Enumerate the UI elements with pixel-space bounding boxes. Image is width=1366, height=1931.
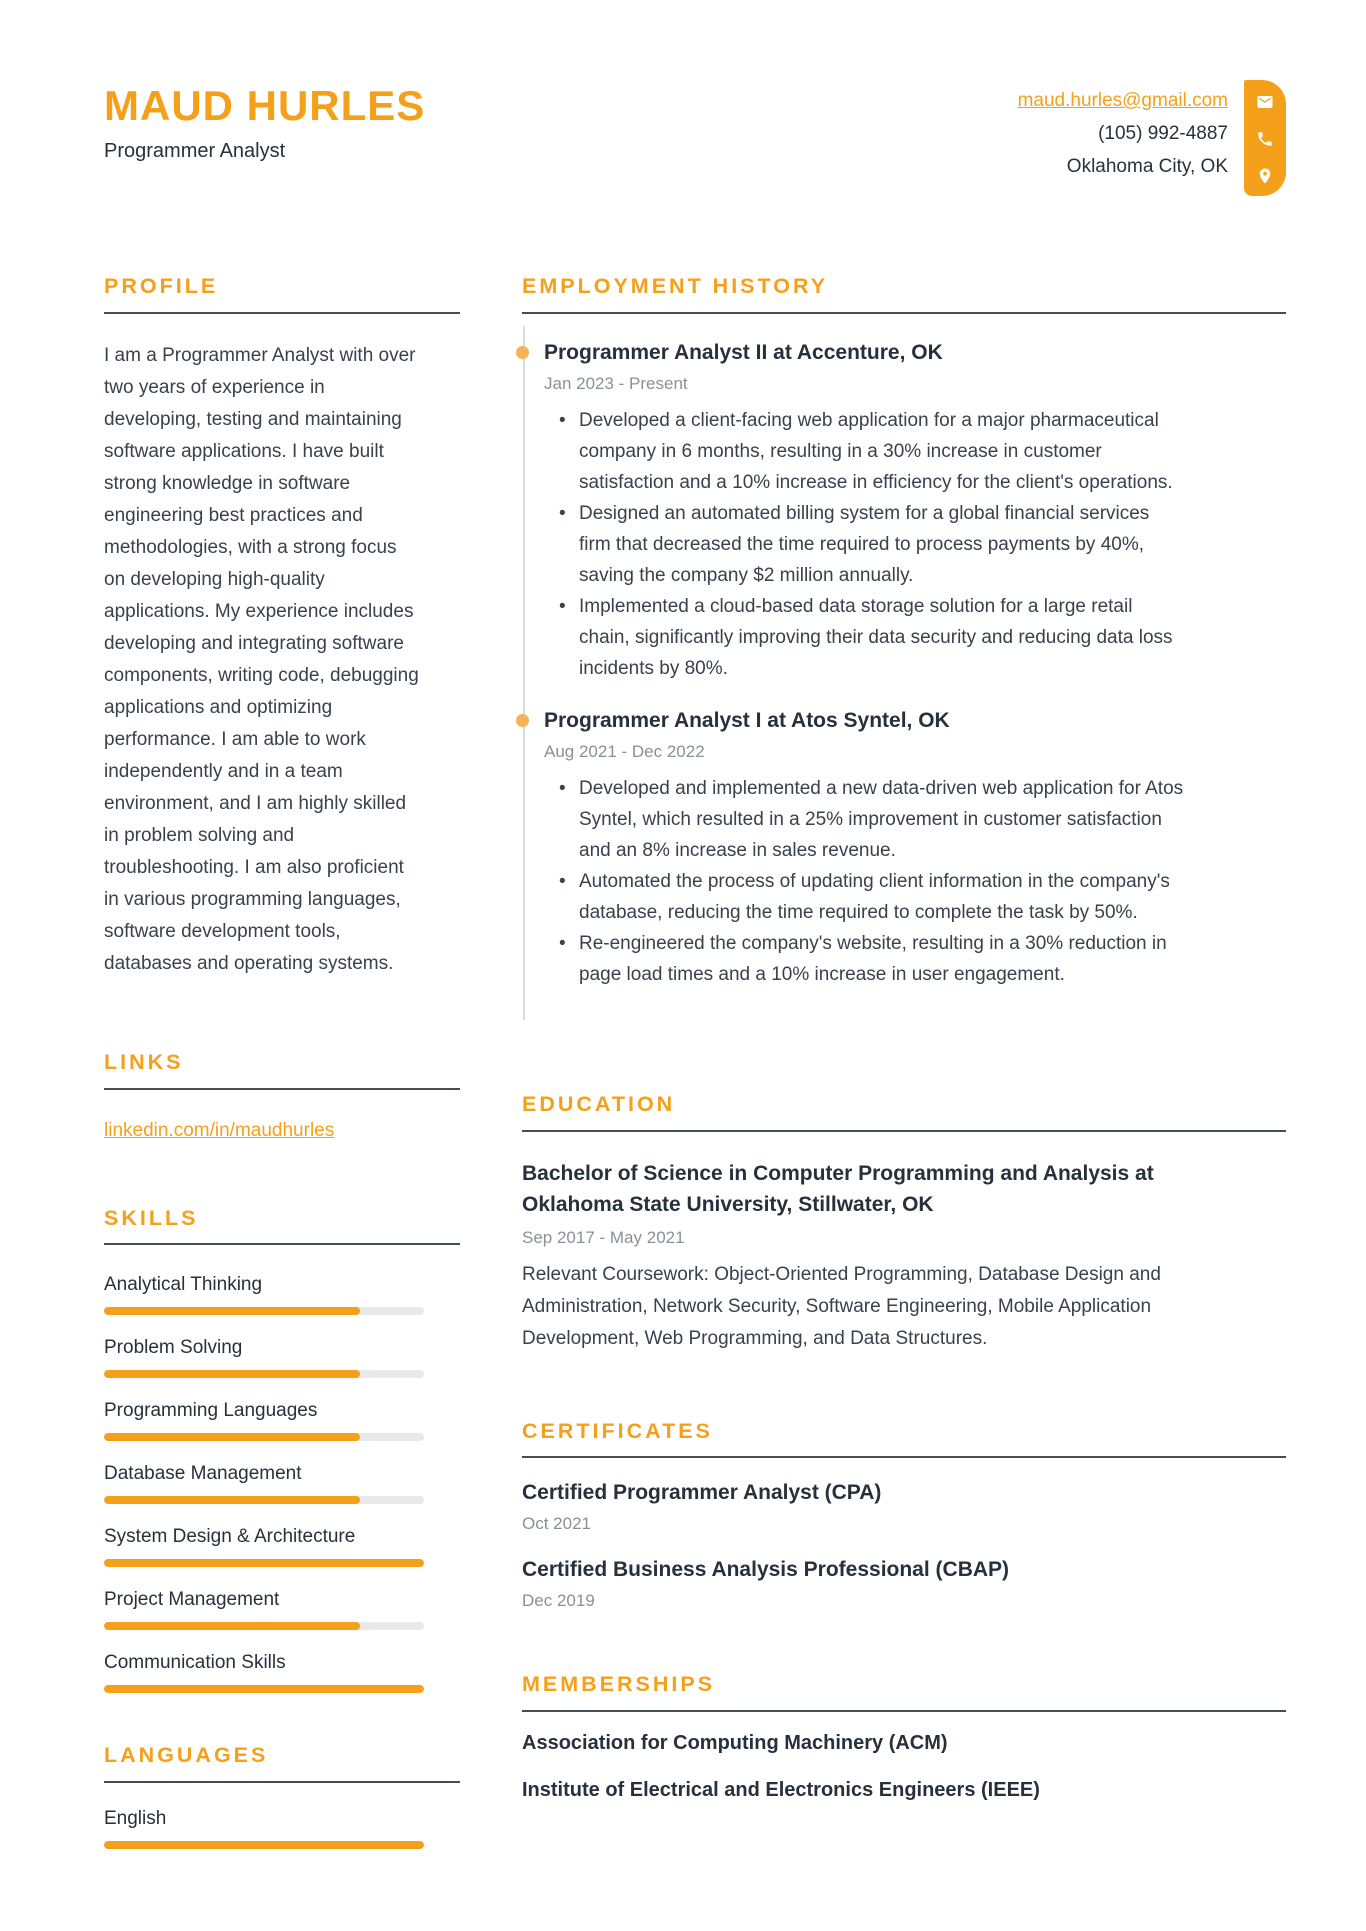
certificate-date: Dec 2019 [522, 1591, 595, 1611]
skill-label: Programming Languages [104, 1400, 318, 1422]
contact-icon-box [1244, 80, 1286, 196]
section-employment-history [522, 274, 1286, 1020]
skill-bar-fill [104, 1433, 360, 1441]
bullet-item: • Developed a client-facing web application for a major pharmaceutical company in 6 months, resulting in a 30% increase in customer satisfaction and a 10% increase in efficiency for the client's operations. [544, 405, 1184, 498]
section-memberships [522, 1672, 1286, 1806]
job-bullets [544, 405, 1184, 684]
skill-item [104, 1399, 460, 1441]
identity-block [104, 84, 425, 163]
profile-heading: PROFILE [104, 274, 460, 314]
certificates-heading: CERTIFICATES [522, 1419, 1286, 1459]
certificate-item [522, 1480, 1286, 1535]
section-links [104, 1050, 460, 1142]
email-link[interactable]: maud.hurles@gmail.com [1017, 90, 1228, 111]
bullet-item: • Developed and implemented a new data-driven web application for Atos Syntel, which resulted in a 25% improvement in customer satisfaction and an 8% increase in sales revenue. [544, 773, 1184, 866]
linkedin-link[interactable]: linkedin.com/in/maudhurles [104, 1119, 335, 1141]
employment-timeline [523, 326, 1286, 1020]
location-icon [1256, 167, 1274, 185]
skill-bar-track [104, 1433, 424, 1441]
content-columns [104, 274, 1286, 1870]
certificate-name: Certified Business Analysis Professional (CBAP) [522, 1558, 1010, 1582]
skill-label: System Design & Architecture [104, 1526, 356, 1548]
skill-bar-track [104, 1622, 424, 1630]
skill-item [104, 1588, 460, 1630]
skills-list [104, 1273, 460, 1693]
person-name: MAUD HURLES [104, 82, 426, 129]
contact-location: Oklahoma City, OK [1066, 156, 1228, 177]
languages-list [104, 1807, 460, 1849]
memberships-list [522, 1728, 1286, 1806]
job-title: Programmer Analyst II at Accenture, OK [544, 340, 943, 364]
left-column [104, 274, 460, 1870]
person-job-title: Programmer Analyst [104, 140, 286, 163]
section-skills [104, 1206, 460, 1694]
links-heading: LINKS [104, 1050, 460, 1090]
skill-bar-track [104, 1307, 424, 1315]
membership-item: Institute of Electrical and Electronics Engineers (IEEE) [522, 1779, 1040, 1802]
languages-heading: LANGUAGES [104, 1743, 460, 1783]
education-coursework: Relevant Coursework: Object-Oriented Programming, Database Design and Administration, Network Security, Software Engineering, Mobile Application Development, Web Programming, and Data Structures. [522, 1263, 1161, 1349]
skill-item [104, 1525, 460, 1567]
education-heading: EDUCATION [522, 1092, 1286, 1132]
education-degree: Bachelor of Science in Computer Programming and Analysis at Oklahoma State University, Stillwater, OK [522, 1161, 1154, 1216]
job-title: Programmer Analyst I at Atos Syntel, OK [544, 708, 950, 732]
timeline-dot [516, 714, 529, 727]
certificate-name: Certified Programmer Analyst (CPA) [522, 1481, 882, 1505]
skill-bar-fill [104, 1622, 360, 1630]
bullet-item: • Implemented a cloud-based data storage solution for a large retail chain, significantly improving their data security and reducing data loss incidents by 80%. [544, 591, 1184, 684]
skill-bar-track [104, 1685, 424, 1693]
job-entry [544, 708, 1286, 990]
language-bar-track [104, 1841, 424, 1849]
contact-email-row [1018, 84, 1228, 117]
skill-label: Database Management [104, 1463, 302, 1485]
section-education [522, 1092, 1286, 1355]
bullet-item: • Automated the process of updating client information in the company's database, reducing the time required to complete the task by 50%. [544, 866, 1184, 928]
contact-block [1018, 84, 1286, 196]
skill-label: Problem Solving [104, 1337, 243, 1359]
skill-bar-fill [104, 1496, 360, 1504]
mail-icon [1256, 93, 1274, 111]
bullet-item: • Re-engineered the company's website, resulting in a 30% reduction in page load times and a 10% increase in user engagement. [544, 928, 1184, 990]
section-languages [104, 1743, 460, 1849]
certificates-list [522, 1480, 1286, 1612]
education-date: Sep 2017 - May 2021 [522, 1227, 685, 1247]
job-bullets [544, 773, 1184, 990]
profile-text: I am a Programmer Analyst with over two years of experience in developing, testing and maintaining software applications. I have built strong knowledge in software engineering best practices and methodologies, with a strong focus on developing high-quality applications. My experience includes developing and integrating software components, writing code, debugging applications and optimizing performance. I am able to work independently and in a team environment, and I am highly skilled in problem solving and troubleshooting. I am also proficient in various programming languages, software development tools, databases and operating systems. [104, 344, 419, 974]
skill-item [104, 1462, 460, 1504]
skill-bar-track [104, 1559, 424, 1567]
skill-item [104, 1651, 460, 1693]
skill-bar-fill [104, 1307, 360, 1315]
skill-bar-fill [104, 1370, 360, 1378]
timeline-dot [516, 346, 529, 359]
skill-bar-track [104, 1496, 424, 1504]
skills-heading: SKILLS [104, 1206, 460, 1246]
job-date: Aug 2021 - Dec 2022 [544, 741, 705, 761]
job-date: Jan 2023 - Present [544, 373, 688, 393]
skill-bar-fill [104, 1559, 424, 1567]
employment-heading: EMPLOYMENT HISTORY [522, 274, 1286, 314]
certificate-date: Oct 2021 [522, 1514, 591, 1534]
phone-icon [1256, 130, 1274, 148]
bullet-item: • Designed an automated billing system for a global financial services firm that decreased the time required to process payments by 40%, saving the company $2 million annually. [544, 498, 1184, 591]
section-certificates [522, 1419, 1286, 1613]
membership-item: Association for Computing Machinery (ACM) [522, 1732, 948, 1755]
language-item [104, 1807, 460, 1849]
memberships-heading: MEMBERSHIPS [522, 1672, 1286, 1712]
language-bar-fill [104, 1841, 424, 1849]
skill-item [104, 1336, 460, 1378]
contact-phone: (105) 992-4887 [1098, 123, 1228, 144]
skill-bar-track [104, 1370, 424, 1378]
skill-label: Communication Skills [104, 1652, 286, 1674]
header [104, 84, 1286, 196]
right-column [522, 274, 1286, 1870]
skill-item [104, 1273, 460, 1315]
job-entry [544, 340, 1286, 684]
skill-label: Project Management [104, 1589, 280, 1611]
section-profile [104, 274, 460, 980]
skill-bar-fill [104, 1685, 424, 1693]
contact-text [1018, 84, 1228, 183]
language-label: English [104, 1808, 167, 1830]
skill-label: Analytical Thinking [104, 1274, 263, 1296]
certificate-item [522, 1557, 1286, 1612]
